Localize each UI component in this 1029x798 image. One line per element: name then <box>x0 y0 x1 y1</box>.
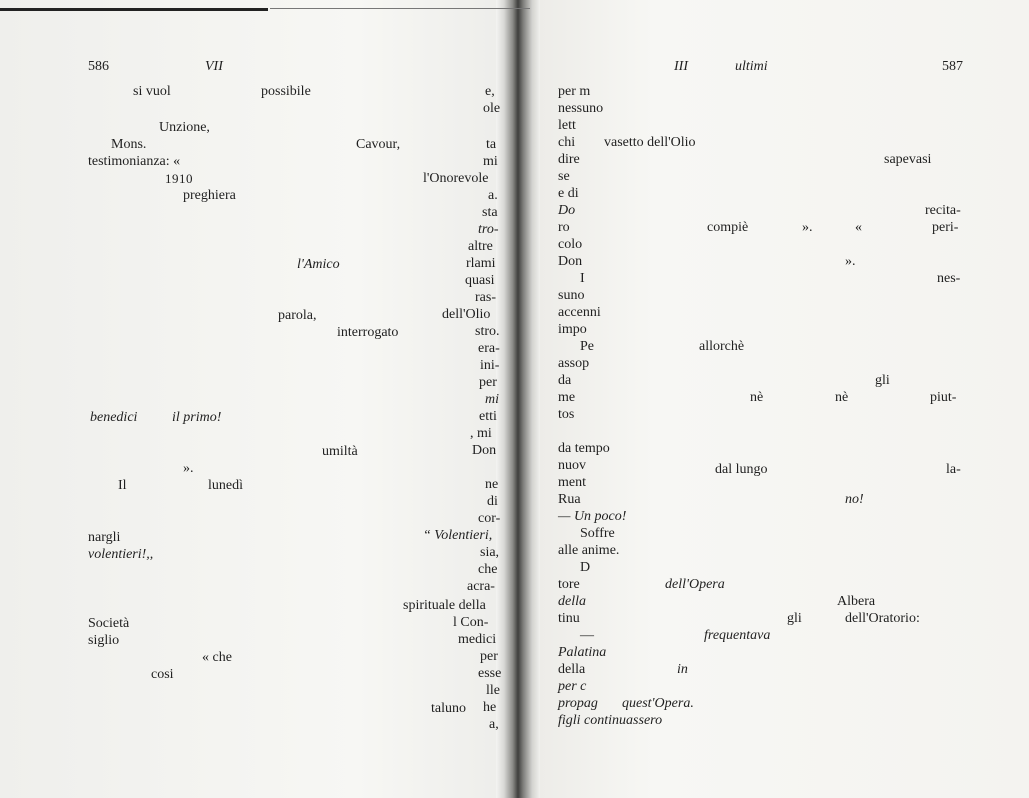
right-start-line: Do <box>558 203 576 218</box>
left-text-line: Cavour, <box>356 137 401 152</box>
left-text-line: parola, <box>278 308 317 323</box>
left-edge-line: che <box>478 562 498 577</box>
right-start-line: figli continuassero <box>558 713 663 728</box>
right-mid-line: ». <box>802 220 813 235</box>
left-edge-line: cor- <box>478 511 501 526</box>
left-text-line: taluno <box>431 701 466 716</box>
left-running-head: VII <box>205 59 223 74</box>
right-start-line: nessuno <box>558 101 604 116</box>
left-edge-line: altre <box>468 239 493 254</box>
left-text-line: « che <box>202 650 232 665</box>
right-far-line: dell'Oratorio: <box>845 611 920 626</box>
right-start-line: per c <box>558 679 587 694</box>
left-text-line: possibile <box>261 84 311 99</box>
left-edge-line: quasi <box>465 273 495 288</box>
right-mid-line: gli <box>787 611 802 626</box>
right-start-line: Don <box>558 254 583 269</box>
left-text-line: umiltà <box>322 444 358 459</box>
left-edge-line: l Con- <box>453 615 489 630</box>
right-mid-line: dell'Opera <box>665 577 725 592</box>
left-edge-line: per <box>480 649 498 664</box>
left-text-line: lunedì <box>208 478 243 493</box>
left-text-line: siglio <box>88 633 120 648</box>
right-running-head-1: III <box>674 59 688 74</box>
left-text-line: Società <box>88 616 130 631</box>
right-mid-line: allorchè <box>699 339 745 354</box>
right-far-line: sapevasi <box>884 152 932 167</box>
right-far-line: ». <box>845 254 856 269</box>
left-text-line: l'Onorevole <box>423 171 489 186</box>
right-start-line: impo <box>558 322 587 337</box>
right-start-line: nuov <box>558 458 586 473</box>
right-far-line: gli <box>875 373 890 388</box>
right-start-line: dire <box>558 152 580 167</box>
left-edge-line: a, <box>489 717 499 732</box>
right-page-number: 587 <box>942 59 963 74</box>
left-text-line: spirituale della <box>403 598 486 613</box>
left-text-line: testimonianza: « <box>88 154 181 169</box>
left-edge-line: ne <box>485 477 499 492</box>
left-edge-line: ras- <box>475 290 496 305</box>
left-text-line: Mons. <box>111 137 147 152</box>
right-start-line: della <box>558 662 586 677</box>
left-edge-line: mi <box>485 392 499 407</box>
right-start-line: I <box>580 271 585 286</box>
right-start-line: colo <box>558 237 583 252</box>
left-text-line: cosi <box>151 667 174 682</box>
left-edge-line: “ Volentieri, <box>423 528 493 543</box>
right-mid-line: compiè <box>707 220 749 235</box>
right-far-line: peri- <box>932 220 959 235</box>
right-far-line: piut- <box>930 390 957 405</box>
left-text-line: nargli <box>88 530 121 545</box>
right-mid-line: in <box>677 662 688 677</box>
right-start-line: Palatina <box>558 645 607 660</box>
left-edge-line: di <box>487 494 498 509</box>
right-start-line: tinu <box>558 611 580 626</box>
left-edge-line: per <box>479 375 497 390</box>
right-mid-line: frequentava <box>704 628 771 643</box>
right-start-line: me <box>558 390 576 405</box>
right-start-line: e di <box>558 186 579 201</box>
right-start-line: della <box>558 594 586 609</box>
top-edge-line <box>270 8 530 9</box>
right-mid-line: quest'Opera. <box>622 696 694 711</box>
right-start-line: propag <box>558 696 598 711</box>
right-mid-line: « <box>855 220 862 235</box>
left-edge-line: esse <box>478 666 502 681</box>
left-edge-line: sta <box>482 205 498 220</box>
right-start-line: alle anime. <box>558 543 620 558</box>
top-edge-bar <box>0 8 268 11</box>
left-text-line: preghiera <box>183 188 236 203</box>
right-mid-line: nè <box>750 390 764 405</box>
right-start-line: — <box>580 628 594 643</box>
left-edge-line: rlami <box>466 256 496 271</box>
left-text-line: Il <box>118 478 127 493</box>
left-page-number: 586 <box>88 59 109 74</box>
right-start-line: ro <box>558 220 570 235</box>
right-start-line: tos <box>558 407 575 422</box>
right-far-line: Albera <box>837 594 876 609</box>
right-far-line: recita- <box>925 203 961 218</box>
right-start-line: da tempo <box>558 441 610 456</box>
left-edge-line: he <box>483 700 497 715</box>
right-start-line: Rua <box>558 492 581 507</box>
right-start-line: ment <box>558 475 586 490</box>
left-edge-line: etti <box>479 409 497 424</box>
left-edge-line: acra- <box>467 579 495 594</box>
right-start-line: tore <box>558 577 580 592</box>
left-edge-line: ini- <box>480 358 500 373</box>
left-text-line: volentieri!,, <box>88 547 154 562</box>
left-text-line: l'Amico <box>297 257 340 272</box>
right-start-line: — Un poco! <box>558 509 627 524</box>
left-edge-line: Don <box>472 443 497 458</box>
left-edge-line: stro. <box>475 324 500 339</box>
left-page <box>0 0 510 798</box>
left-text-line: benedici <box>90 410 138 425</box>
right-far-line: no! <box>845 492 864 507</box>
left-edge-line: e, <box>485 84 495 99</box>
left-text-line: ». <box>183 461 194 476</box>
right-far-line: nes- <box>937 271 961 286</box>
left-edge-line: sia, <box>480 545 500 560</box>
right-start-line: lett <box>558 118 576 133</box>
right-start-line: D <box>580 560 591 575</box>
left-text-line: 1910 <box>165 171 193 186</box>
book-gutter-shadow <box>496 0 540 798</box>
left-edge-line: ole <box>483 101 501 116</box>
left-edge-line: , mi <box>470 426 492 441</box>
left-text-line: interrogato <box>337 325 399 340</box>
right-start-line: accenni <box>558 305 601 320</box>
right-start-line: suno <box>558 288 585 303</box>
left-text-line: il primo! <box>172 410 222 425</box>
left-text-line: si vuol <box>133 84 171 99</box>
right-start-line: per m <box>558 84 591 99</box>
left-edge-line: dell'Olio <box>442 307 491 322</box>
right-start-line: Pe <box>580 339 594 354</box>
left-edge-line: a. <box>488 188 498 203</box>
right-start-line: Soffre <box>580 526 615 541</box>
right-start-line: se <box>558 169 570 184</box>
left-edge-line: ta <box>486 137 497 152</box>
left-edge-line: tro- <box>478 222 499 237</box>
left-text-line: Unzione, <box>159 120 210 135</box>
right-mid-line: nè <box>835 390 849 405</box>
right-start-line: assop <box>558 356 590 371</box>
right-far-line: la- <box>946 462 961 477</box>
right-start-line: da <box>558 373 572 388</box>
left-edge-line: era- <box>478 341 500 356</box>
right-running-head-2: ultimi <box>735 59 768 74</box>
right-mid-line: dal lungo <box>715 462 768 477</box>
right-start-line: chi <box>558 135 576 150</box>
right-mid-line: vasetto dell'Olio <box>604 135 696 150</box>
left-edge-line: mi <box>483 154 498 169</box>
left-edge-line: lle <box>486 683 500 698</box>
left-edge-line: medici <box>458 632 497 647</box>
